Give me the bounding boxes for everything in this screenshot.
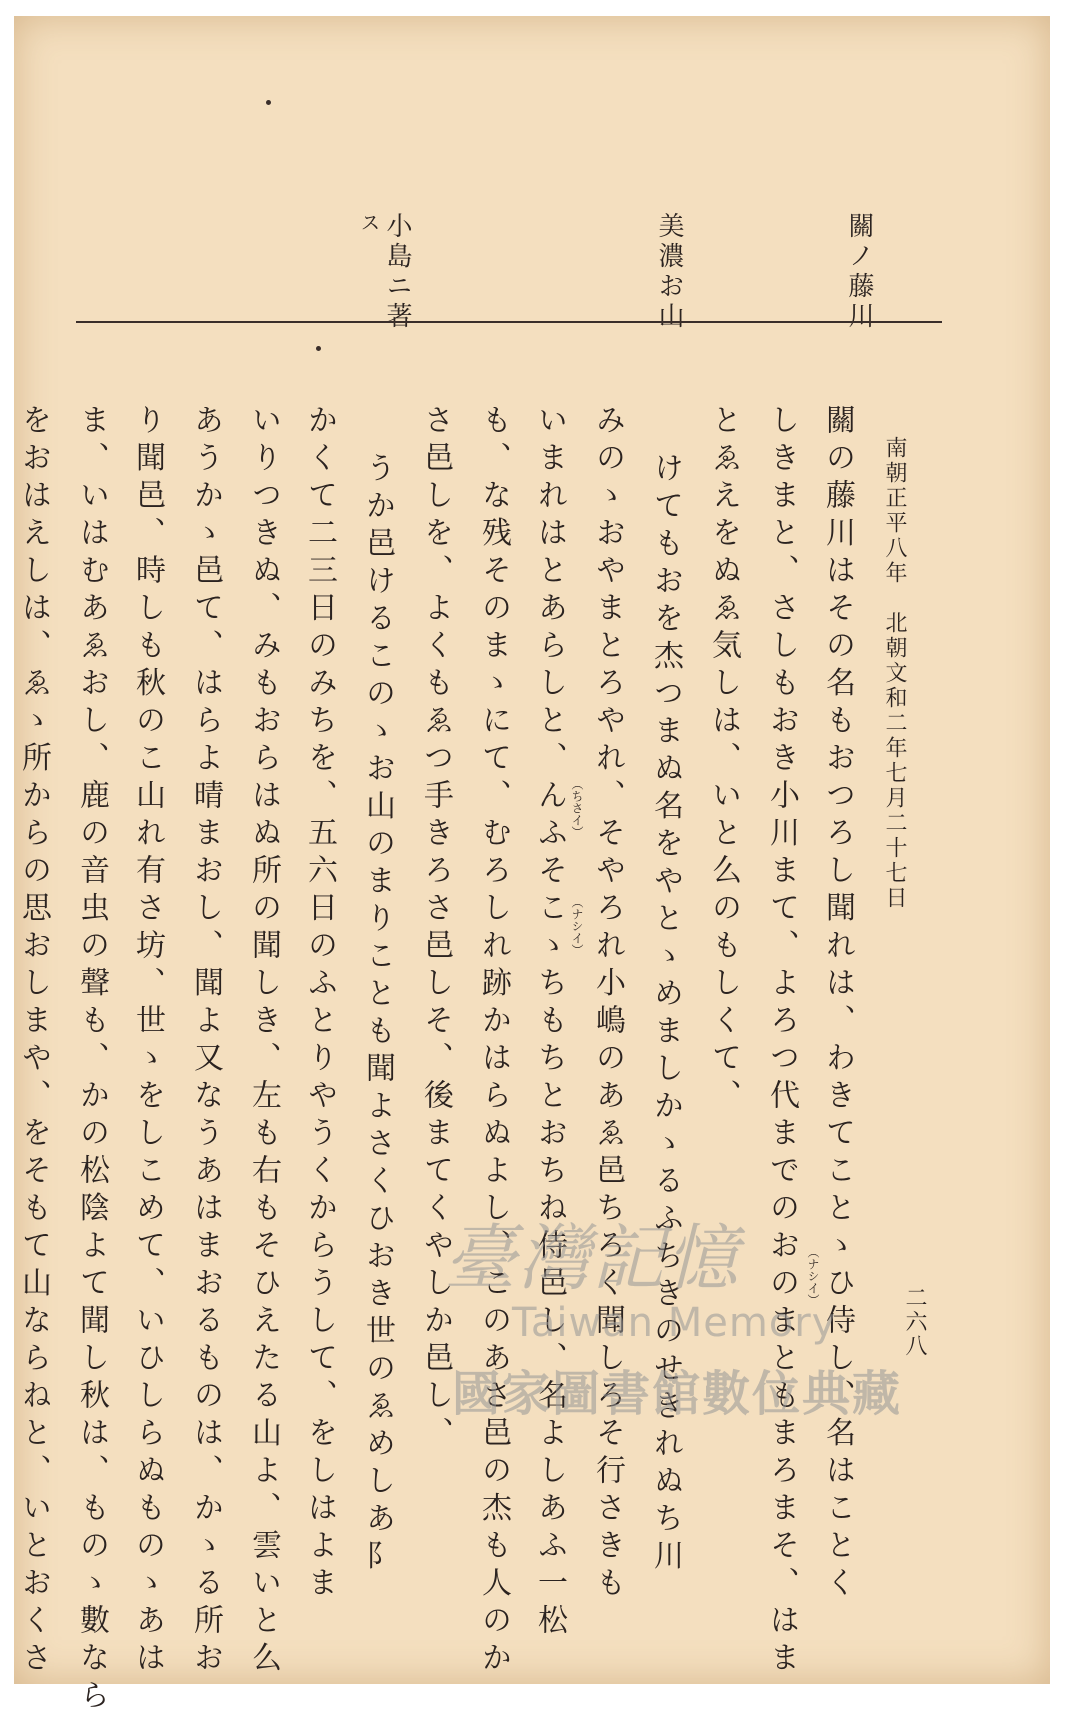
paper-speck [316,346,321,351]
text-column: けてもおを杰つまぬ名をやとゝめましかゝるふちきのせきれぬち川 [648,452,683,1577]
ruby-annotation: （ちさイ） [570,778,584,838]
text-column: さ邑しを、よくもゑつ手きろさ邑しそ、後まてくやしか邑し、 [418,404,453,1454]
text-column: あうかゝ邑て、はらよ晴まおし、聞よ又なうあはまおるものは、かゝる所お [188,404,223,1679]
page-number: 二六八 [902,1286,927,1358]
text-column: いまれはとあらしと、んふそこゝちもちとおちね侍邑し、名よしあふ一松 [532,404,567,1642]
heading-kojima-arrival-suffix: ス [357,212,381,236]
text-column: うか邑けるこのゝお山のまりことも聞よさくひおき世のゑめしあ阝 [360,452,395,1577]
heading-mino-oyama: 美濃お山 [654,212,684,332]
watermark-library: 國家圖書館數位典藏 [452,1366,903,1422]
text-column: をおはえしは、ゑゝ所からの思おしまや、をそもて山ならねと、いとおくさ [16,404,51,1679]
text-column: みのゝおやまとろやれ、そやろれ小嶋のあゑ邑ちろく聞しろそ行さきも [590,404,625,1604]
text-column: しきまと、さしもおき小川まて、よろつ代までのおのまともまろまそ、はま [764,404,799,1679]
text-column: 關の藤川はその名もおつろし聞れは、わきてことゝひ侍し、名はことく [820,404,855,1604]
watermark-logo: 臺灣記憶 [444,1216,741,1300]
header-rule [76,321,942,323]
text-column: も、な残そのまゝにて、むろしれ跡かはらぬよし、このあさ邑の杰も人のか [476,404,511,1679]
book-page [14,16,1050,1717]
text-column: ま、いはむあゑおし、鹿の音虫の聲も、かの松陰よて聞し秋は、ものゝ數なら [74,404,109,1717]
paper-speck [266,100,271,105]
heading-kojima-arrival: 小島ニ著 [382,212,412,332]
watermark-english: Taiwan Memory [512,1300,837,1346]
text-column: とゑえをぬゑ気しは、いと么のもしくて、 [706,404,741,1117]
text-column: いりつきぬ、みもおらはぬ所の聞しき、左も右もそひえたる山よ、雲いと么 [246,404,281,1679]
ruby-annotation: （ナシイ） [570,896,584,956]
heading-seki-no-fujikawa: 關ノ藤川 [844,212,874,332]
date-line: 南朝正平八年 北朝文和二年七月二十七日 [882,436,907,911]
text-column: かくて二三日のみちを、五六日のふとりやうくからうして、をしはよま [302,404,337,1604]
text-column: り聞邑、時しも秋のこ山れ有さ坊、世ゝをしこめて、いひしらぬものゝあは [130,404,165,1679]
ruby-annotation: （ナシイ） [806,1246,820,1306]
